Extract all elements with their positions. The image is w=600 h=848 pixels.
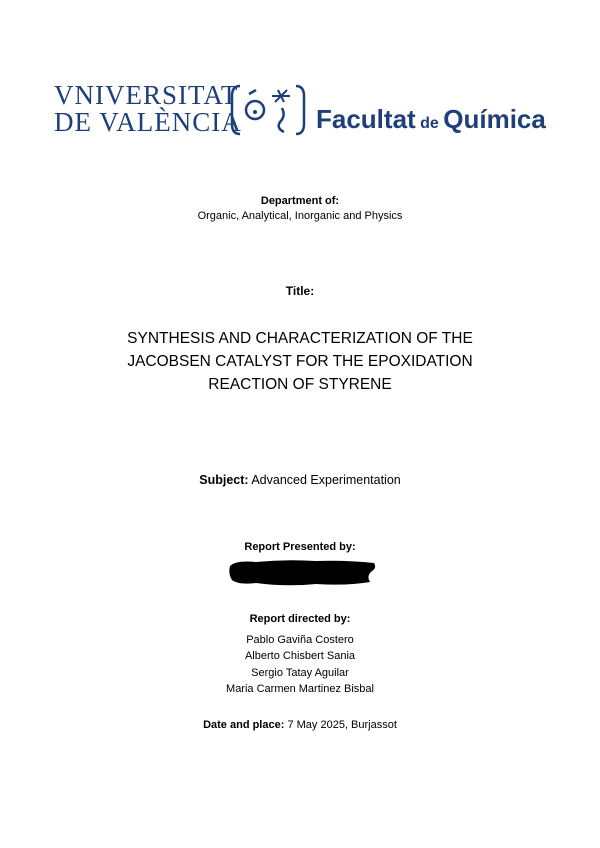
- university-name-line-2: DE VALÈNCIA: [54, 107, 242, 137]
- title-label: Title:: [285, 284, 315, 298]
- university-wordmark: [54, 82, 242, 136]
- subject-line: [0, 473, 600, 487]
- department-value: Organic, Analytical, Inorganic and Physics: [197, 210, 403, 222]
- report-title-line-2: JACOBSEN CATALYST FOR THE EPOXIDATION: [127, 353, 473, 370]
- directors-list: [0, 632, 600, 698]
- university-name-line-1: VNIVERSITAT: [54, 80, 239, 110]
- university-emblem-icon: [230, 82, 306, 138]
- faculty-main-word: Facultat: [316, 104, 416, 134]
- director-name: Alberto Chisbert Sania: [244, 650, 356, 663]
- director-name: Sergio Tatay Aguilar: [251, 666, 349, 679]
- subject-label: Subject:: [199, 473, 249, 487]
- date-place-label: Date and place:: [203, 719, 285, 731]
- redacted-author-name: [226, 556, 378, 588]
- director-name: Pablo Gaviña Costero: [246, 634, 354, 646]
- faculty-name: [316, 104, 546, 135]
- presented-by-label: Report Presented by:: [244, 541, 356, 553]
- directed-by-label: Report directed by:: [249, 613, 351, 625]
- faculty-de: de: [420, 115, 439, 132]
- report-title: [0, 327, 600, 396]
- director-name: Maria Carmen Martinez Bisbal: [226, 683, 374, 696]
- subject-value: Advanced Experimentation: [251, 473, 401, 487]
- report-title-line-3: REACTION OF STYRENE: [208, 376, 392, 393]
- date-place-value: 7 May 2025, Burjassot: [287, 719, 397, 731]
- date-place-line: [0, 719, 600, 731]
- department-label: Department of:: [260, 195, 340, 207]
- faculty-subject-word: Química: [443, 104, 546, 134]
- report-title-line-1: SYNTHESIS AND CHARACTERIZATION OF THE: [127, 330, 473, 347]
- header-logos: [54, 82, 554, 142]
